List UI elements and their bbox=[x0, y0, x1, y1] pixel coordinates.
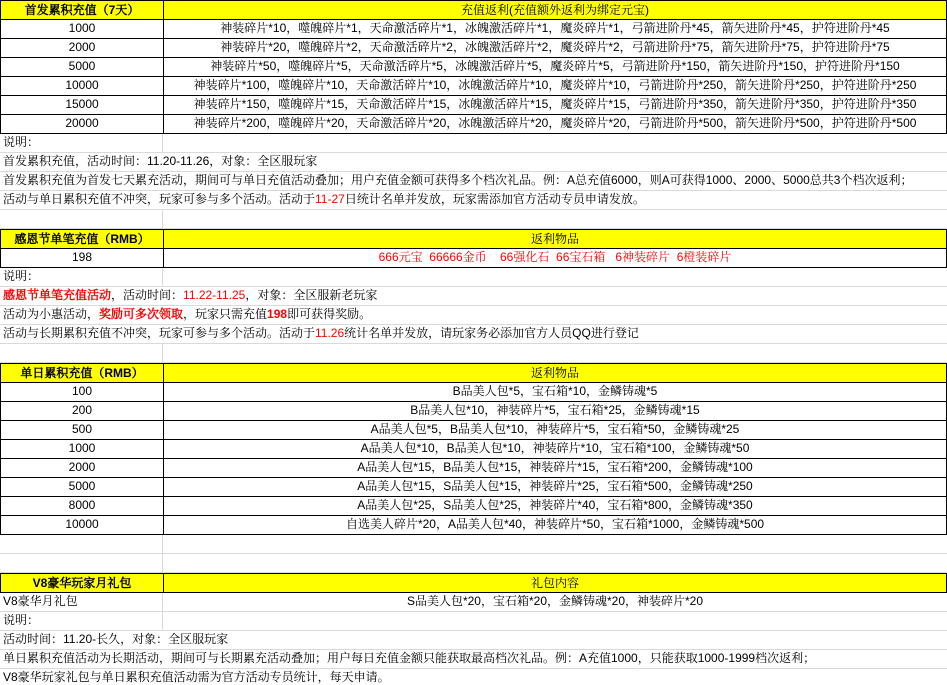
desc-text: 活动时间：11.20-长久，对象：全区服玩家 bbox=[3, 632, 229, 646]
section1-title: 首发累积充值（7天） bbox=[1, 1, 164, 19]
desc-text: 首发累积充值为首发七天累充活动，期间可与单日充值活动叠加；用户充值金额可获得多个档次礼品。例：A总充值6000，则A可获得1000、2000、5000总共3个档次返利； bbox=[3, 173, 913, 187]
desc-event-highlight: 感恩节单笔充值活动 bbox=[3, 288, 112, 302]
pack-content-cell: S品美人包*20，宝石箱*20，金鳞铸魂*20，神装碎片*20 bbox=[406, 594, 704, 608]
desc-text: 统计名单并发放，请玩家务必添加官方人员QQ进行登记 bbox=[344, 326, 639, 340]
desc-text: 首发累积充值，活动时间：11.20-11.26，对象：全区服玩家 bbox=[3, 154, 318, 168]
table-row bbox=[0, 516, 947, 535]
table-row bbox=[0, 96, 947, 115]
desc-text: 活动与长期累积充值不冲突，玩家可参与多个活动。活动于 bbox=[3, 326, 316, 340]
empty-cell bbox=[163, 535, 947, 553]
desc-line bbox=[0, 306, 947, 325]
empty-cell bbox=[0, 554, 163, 572]
table-row bbox=[0, 478, 947, 497]
reward-cell: A品美人包*15，B品美人包*15，神装碎片*15，宝石箱*200，金鳞铸魂*100 bbox=[357, 460, 753, 474]
section2-reward-header: 返利物品 bbox=[530, 232, 579, 246]
reward-cell: 神装碎片*20，噬魄碎片*2，天命激活碎片*2，冰魄激活碎片*2，魔炎碎片*2，弓箭进阶丹*75，箭矢进阶丹*75，护符进阶丹*75 bbox=[220, 40, 890, 54]
desc-text: 单日累积充值活动为长期活动，期间可与长期累充活动叠加；用户每日充值金额只能获取最高档次礼品。例：A充值1000，只能获取1000-1999档次返利； bbox=[3, 651, 816, 665]
reward-cell: A品美人包*15，S品美人包*15，神装碎片*25，宝石箱*500，金鳞铸魂*250 bbox=[357, 479, 753, 493]
note-label: 说明： bbox=[0, 612, 163, 630]
table-row bbox=[0, 20, 947, 39]
section3-header-row bbox=[0, 363, 947, 383]
tier-cell: 5000 bbox=[1, 478, 164, 496]
reward-cell: B品美人包*5，宝石箱*10，金鳞铸魂*5 bbox=[452, 384, 658, 398]
spacer-row bbox=[0, 344, 947, 363]
reward-cell: 神装碎片*50，噬魄碎片*5，天命激活碎片*5，冰魄激活碎片*5，魔炎碎片*5，弓箭进阶丹*150，箭矢进阶丹*150，护符进阶丹*150 bbox=[210, 59, 900, 73]
desc-reward-highlight: 奖励可多次领取 bbox=[99, 307, 184, 321]
empty-cell bbox=[0, 210, 163, 228]
section3-reward-header: 返利物品 bbox=[530, 366, 579, 380]
empty-cell bbox=[0, 344, 163, 362]
note-row bbox=[0, 612, 947, 631]
reward-cell: 神装碎片*200，噬魄碎片*20，天命激活碎片*20，冰魄激活碎片*20，魔炎碎片*20，弓箭进阶丹*500，箭矢进阶丹*500，护符进阶丹*500 bbox=[193, 116, 917, 130]
table-row bbox=[0, 497, 947, 516]
empty-cell bbox=[0, 535, 163, 553]
tier-cell: 2000 bbox=[1, 39, 164, 57]
reward-cell: A品美人包*5，B品美人包*10，神装碎片*5，宝石箱*50，金鳞铸魂*25 bbox=[370, 422, 740, 436]
reward-cell: 神装碎片*10，噬魄碎片*1，天命激活碎片*1，冰魄激活碎片*1，魔炎碎片*1，弓箭进阶丹*45，箭矢进阶丹*45，护符进阶丹*45 bbox=[220, 21, 890, 35]
section4-content-header: 礼包内容 bbox=[530, 576, 579, 590]
tier-cell: 2000 bbox=[1, 459, 164, 477]
section2-title: 感恩节单笔充值（RMB） bbox=[1, 230, 164, 248]
reward-cell: B品美人包*10，神装碎片*5，宝石箱*25，金鳞铸魂*15 bbox=[410, 403, 700, 417]
desc-text: 即可获得奖励。 bbox=[287, 307, 372, 321]
spacer-row bbox=[0, 554, 947, 573]
desc-date-highlight: 11.22-11.25 bbox=[183, 288, 246, 302]
section4-title: V8豪华玩家月礼包 bbox=[1, 574, 164, 592]
section2-header-row bbox=[0, 229, 947, 249]
desc-text: 日统计名单并发放，玩家需添加官方活动专员申请发放。 bbox=[344, 192, 645, 206]
desc-amount-highlight: 198 bbox=[267, 307, 288, 321]
section3-title: 单日累积充值（RMB） bbox=[1, 364, 164, 382]
note-row bbox=[0, 268, 947, 287]
desc-line bbox=[0, 650, 947, 669]
tier-cell: 20000 bbox=[1, 115, 164, 133]
tier-cell: 15000 bbox=[1, 96, 164, 114]
spacer-row bbox=[0, 535, 947, 554]
spacer-row bbox=[0, 210, 947, 229]
tier-cell: 1000 bbox=[1, 20, 164, 38]
desc-line bbox=[0, 669, 947, 685]
tier-cell: 5000 bbox=[1, 58, 164, 76]
table-row bbox=[0, 402, 947, 421]
desc-date-highlight: 11.26 bbox=[315, 326, 345, 340]
tier-cell: 500 bbox=[1, 421, 164, 439]
desc-text: V8豪华玩家礼包与单日累积充值活动需为官方活动专员统计，每天申请。 bbox=[3, 670, 390, 684]
reward-cell: 自选美人碎片*20，A品美人包*40，神装碎片*50，宝石箱*1000，金鳞铸魂*500 bbox=[345, 517, 765, 531]
desc-line bbox=[0, 153, 947, 172]
table-row bbox=[0, 115, 947, 134]
table-row bbox=[0, 249, 947, 268]
tier-cell: 10000 bbox=[1, 516, 164, 534]
section1-header-row bbox=[0, 0, 947, 20]
empty-cell bbox=[163, 134, 947, 152]
tier-cell: 200 bbox=[1, 402, 164, 420]
table-row bbox=[0, 440, 947, 459]
pack-name-cell: V8豪华月礼包 bbox=[0, 593, 163, 611]
desc-line bbox=[0, 287, 947, 306]
table-row bbox=[0, 459, 947, 478]
reward-cell: 666元宝 66666金币 66强化石 66宝石箱 6神装碎片 6橙装碎片 bbox=[378, 250, 732, 264]
table-row bbox=[0, 383, 947, 402]
desc-line bbox=[0, 631, 947, 650]
reward-cell: 神装碎片*100，噬魄碎片*10，天命激活碎片*10，冰魄激活碎片*10，魔炎碎片*10，弓箭进阶丹*250，箭矢进阶丹*250，护符进阶丹*250 bbox=[193, 78, 917, 92]
desc-line bbox=[0, 191, 947, 210]
tier-cell: 8000 bbox=[1, 497, 164, 515]
empty-cell bbox=[163, 268, 947, 286]
section1-reward-header: 充值返利(充值额外返利为绑定元宝) bbox=[461, 3, 649, 17]
tier-cell: 1000 bbox=[1, 440, 164, 458]
table-row bbox=[0, 39, 947, 58]
desc-text: ，对象：全区服新老玩家 bbox=[245, 288, 378, 302]
amount-cell: 198 bbox=[1, 249, 164, 267]
reward-cell: A品美人包*10，B品美人包*10，神装碎片*10，宝石箱*100，金鳞铸魂*50 bbox=[360, 441, 750, 455]
note-label: 说明： bbox=[0, 134, 163, 152]
section4-header-row bbox=[0, 573, 947, 593]
reward-cell: 神装碎片*150，噬魄碎片*15，天命激活碎片*15，冰魄激活碎片*15，魔炎碎片*15，弓箭进阶丹*350，箭矢进阶丹*350，护符进阶丹*350 bbox=[193, 97, 917, 111]
table-row bbox=[0, 421, 947, 440]
pack-row bbox=[0, 593, 947, 612]
table-row bbox=[0, 58, 947, 77]
desc-text: 活动为小惠活动， bbox=[3, 307, 100, 321]
desc-text: ，活动时间： bbox=[111, 288, 184, 302]
desc-line bbox=[0, 325, 947, 344]
empty-cell bbox=[163, 554, 947, 572]
tier-cell: 100 bbox=[1, 383, 164, 401]
desc-text: ，玩家只需充值 bbox=[183, 307, 268, 321]
desc-date-highlight: 11-27 bbox=[315, 192, 345, 206]
reward-cell: A品美人包*25，S品美人包*25，神装碎片*40，宝石箱*800，金鳞铸魂*350 bbox=[357, 498, 753, 512]
empty-cell bbox=[163, 612, 947, 630]
note-label: 说明： bbox=[0, 268, 163, 286]
desc-line bbox=[0, 172, 947, 191]
note-row bbox=[0, 134, 947, 153]
desc-text: 活动与单日累积充值不冲突，玩家可参与多个活动。活动于 bbox=[3, 192, 316, 206]
table-row bbox=[0, 77, 947, 96]
empty-cell bbox=[163, 210, 947, 228]
empty-cell bbox=[163, 344, 947, 362]
tier-cell: 10000 bbox=[1, 77, 164, 95]
